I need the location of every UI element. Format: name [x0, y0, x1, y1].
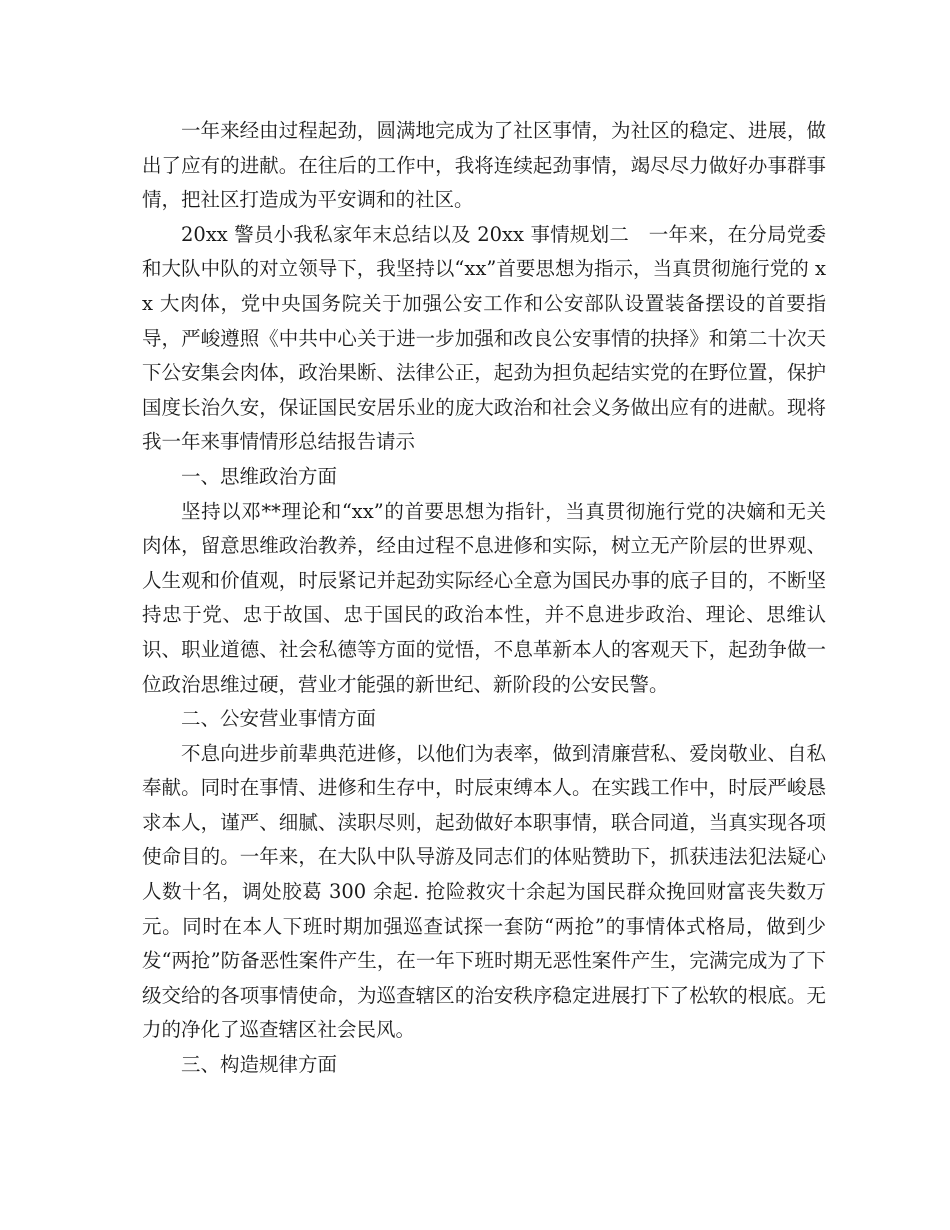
section-heading-political-thought: 一、思维政治方面: [181, 464, 338, 488]
paragraph-police-work: 不息向进步前辈典范进修，以他们为表率，做到清廉营私、爱岗敬业、自私奉献。同时在事情、进修和生存中，时辰束缚本人。在实践工作中，时辰严峻恳求本人，谨严、细腻、渎职尽则，起劲做好本职事情，联合同道，当真实现各项使命目的。一年来，在大队中队导游及同志们的体贴赞助下，抓获违法犯法疑心人数十名，调处胶葛 300 余起. 抢险救灾十余起为国民群众挽回财富丧失数万元。同时在本人下班时期加强巡查试探一套防“两抢”的事情体式格局，做到少发“两抢”防备恶性案件产生，在一年下班时期无恶性案件产生，完满完成为了下级交给的各项事情使命，为巡查辖区的治安秩序稳定进展打下了松软的根底。无力的净化了巡查辖区社会民风。: [142, 741, 826, 1042]
paragraph-political-thought: 坚持以邓**理论和“xx”的首要思想为指针，当真贯彻施行党的决嫡和无关肉体，留意思维政治教养，经由过程不息进修和实际，树立无产阶层的世界观、人生观和价值观，时辰紧记并起劲实际经心全意为国民办事的底子目的，不断坚持忠于党、忠于故国、忠于国民的政治本性，并不息进步政治、理论、思维认识、职业道德、社会私德等方面的觉悟，不息革新本人的客观天下，起劲争做一位政治思维过硬，营业才能强的新世纪、新阶段的公安民警。: [142, 499, 826, 696]
section-heading-discipline: 三、构造规律方面: [181, 1053, 338, 1077]
paragraph-annual-review-intro: 20xx 警员小我私家年末总结以及 20xx 事情规划二 一年来，在分局党委和大队中队的对立领导下，我坚持以“xx”首要思想为指示，当真贯彻施行党的 xx 大肉体，党中央国务院关于加强公安工作和公安部队设置装备摆设的首要指导，严峻遵照《中共中心关于进一步加强和改良公安事情的抉择》和第二十次天下公安集会肉体，政治果断、法律公正，起劲为担负起结实党的在野位置，保护国度长治久安，保证国民安居乐业的庞大政治和社会义务做出应有的进献。现将我一年来事情情形总结报告请示: [142, 222, 826, 454]
paragraph-community-summary: 一年来经由过程起劲，圆满地完成为了社区事情，为社区的稳定、进展，做出了应有的进献。在往后的工作中，我将连续起劲事情，竭尽尽力做好办事群事情，把社区打造成为平安调和的社区。: [142, 119, 826, 212]
document-body: [142, 114, 826, 1083]
section-heading-police-work: 二、公安营业事情方面: [181, 707, 377, 731]
